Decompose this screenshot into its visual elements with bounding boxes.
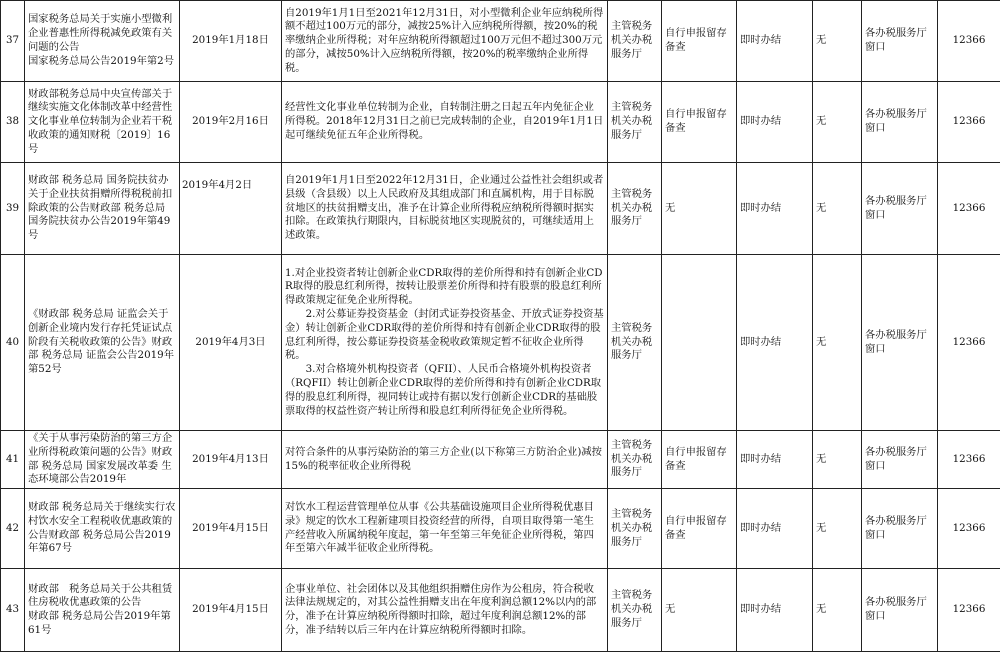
policy-document: 财政部 税务总局关于继续实行农村饮水安全工程税收优惠政策的公告财政部 税务总局公告2019年第67号 — [25, 489, 180, 569]
policy-content: 企事业单位、社会团体以及其他组织捐赠住房作为公租房，符合税收法律法规规定的，对其公益性捐赠支出在年度利润总额12%以内的部分，准予在计算应纳税所得额时扣除，超过年度利润总额12%的部分，准予结转以后三年内在计算应纳税所得额时扣除。 — [282, 569, 608, 652]
handling-timing: 即时办结 — [737, 255, 813, 431]
fee: 无 — [813, 1, 862, 82]
policy-content: 自2019年1月1日至2021年12月31日，对小型微利企业年应纳税所得额不超过100万元的部分，减按25%计入应纳税所得额，按20%的税率缴纳企业所得税；对年应纳税所得额超过100万元但不超过300万元的部分，减按50%计入应纳税所得额，按20%的税率缴纳企业所得税。 — [282, 1, 608, 82]
row-number: 38 — [1, 82, 25, 163]
policy-content: 对饮水工程运营管理单位从事《公共基础设施项目企业所得税优惠目录》规定的饮水工程新建项目投资经营的所得，自项目取得第一笔生产经营收入所属纳税年度起，第一年至第三年免征企业所得税，第四年至第六年减半征收企业所得税。 — [282, 489, 608, 569]
contact-phone: 12366 — [938, 489, 1000, 569]
issue-date: 2019年4月13日 — [180, 431, 282, 489]
issue-date: 2019年4月15日 — [180, 569, 282, 652]
fee: 无 — [813, 255, 862, 431]
table-row — [1, 163, 1000, 255]
policy-document: 财政部 税务总局 国务院扶贫办关于企业扶贫捐赠所得税税前扣除政策的公告财政部 税务总局 国务院扶贫办公告2019年第49号 — [25, 163, 180, 255]
handling-department: 主管税务机关办税服务厅 — [608, 163, 662, 255]
issue-date: 2019年2月16日 — [180, 82, 282, 163]
handling-method — [662, 255, 737, 431]
handling-method: 无 — [662, 163, 737, 255]
handling-location: 各办税服务厅窗口 — [862, 489, 938, 569]
handling-location: 各办税服务厅窗口 — [862, 1, 938, 82]
policy-content: 自2019年1月1日至2022年12月31日，企业通过公益性社会组织或者县级（含县级）以上人民政府及其组成部门和直属机构，用于目标脱贫地区的扶贫捐赠支出，准予在计算企业所得税应纳税所得额时据实扣除。在政策执行期限内，目标脱贫地区实现脱贫的，可继续适用上述政策。 — [282, 163, 608, 255]
fee: 无 — [813, 82, 862, 163]
handling-timing: 即时办结 — [737, 431, 813, 489]
handling-department: 主管税务机关办税服务厅 — [608, 431, 662, 489]
policy-document: 《关于从事污染防治的第三方企业所得税政策问题的公告》财政部 税务总局 国家发展改革委 生态环境部公告2019年 — [25, 431, 180, 489]
policy-content: 对符合条件的从事污染防治的第三方企业(以下称第三方防治企业)减按15%的税率征收企业所得税 — [282, 431, 608, 489]
row-number: 39 — [1, 163, 25, 255]
handling-location: 各办税服务厅窗口 — [862, 431, 938, 489]
table-row — [1, 1, 1000, 82]
handling-method: 自行申报留存备查 — [662, 489, 737, 569]
fee: 无 — [813, 489, 862, 569]
handling-location: 各办税服务厅窗口 — [862, 255, 938, 431]
handling-location: 各办税服务厅窗口 — [862, 569, 938, 652]
row-number: 42 — [1, 489, 25, 569]
row-number: 41 — [1, 431, 25, 489]
handling-department: 主管税务机关办税服务厅 — [608, 255, 662, 431]
contact-phone: 12366 — [938, 1, 1000, 82]
handling-timing: 即时办结 — [737, 569, 813, 652]
contact-phone: 12366 — [938, 163, 1000, 255]
contact-phone: 12366 — [938, 255, 1000, 431]
handling-timing: 即时办结 — [737, 163, 813, 255]
table-row — [1, 431, 1000, 489]
handling-timing: 即时办结 — [737, 82, 813, 163]
table-row — [1, 82, 1000, 163]
handling-method: 自行申报留存备查 — [662, 82, 737, 163]
handling-department: 主管税务机关办税服务厅 — [608, 489, 662, 569]
policy-document: 国家税务总局关于实施小型微利企业普惠性所得税减免政策有关问题的公告 国家税务总局公告2019年第2号 — [25, 1, 180, 82]
fee: 无 — [813, 569, 862, 652]
policy-document: 财政部税务总局中央宣传部关于继续实施文化体制改革中经营性文化事业单位转制为企业若干税收政策的通知财税〔2019〕16号 — [25, 82, 180, 163]
handling-location: 各办税服务厅窗口 — [862, 82, 938, 163]
row-number: 40 — [1, 255, 25, 431]
table-row — [1, 489, 1000, 569]
row-number: 37 — [1, 1, 25, 82]
table-row — [1, 255, 1000, 431]
policy-content: 经营性文化事业单位转制为企业，自转制注册之日起五年内免征企业所得税。2018年12月31日之前已完成转制的企业，自2019年1月1日起可继续免征五年企业所得税。 — [282, 82, 608, 163]
fee: 无 — [813, 431, 862, 489]
handling-department: 主管税务机关办税服务厅 — [608, 82, 662, 163]
issue-date: 2019年4月2日 — [180, 163, 282, 255]
handling-location: 各办税服务厅窗口 — [862, 163, 938, 255]
issue-date: 2019年4月3日 — [180, 255, 282, 431]
row-number: 43 — [1, 569, 25, 652]
handling-timing: 即时办结 — [737, 1, 813, 82]
table-row — [1, 569, 1000, 652]
policy-document: 《财政部 税务总局 证监会关于创新企业境内发行存托凭证试点阶段有关税收政策的公告》财政部 税务总局 证监会公告2019年第52号 — [25, 255, 180, 431]
issue-date: 2019年4月15日 — [180, 489, 282, 569]
contact-phone: 12366 — [938, 569, 1000, 652]
handling-method: 自行申报留存备查 — [662, 1, 737, 82]
handling-department: 主管税务机关办税服务厅 — [608, 1, 662, 82]
contact-phone: 12366 — [938, 82, 1000, 163]
handling-method: 自行申报留存备查 — [662, 431, 737, 489]
policy-document: 财政部 税务总局关于公共租赁住房税收优惠政策的公告 财政部 税务总局公告2019年第61号 — [25, 569, 180, 652]
policy-content: 1.对企业投资者转让创新企业CDR取得的差价所得和持有创新企业CDR取得的股息红利所得，按转让股票差价所得和持有股票的股息红利所得政策规定征免企业所得税。 2.对公募证券投资基金（封闭式证券投资基金、开放式证券投资基金）转让创新企业CDR取得的差价所得和持有创新企业CDR取得的股息红利所得，按公募证券投资基金税收政策规定暂不征收企业所得税。 3.对合格境外机构投资者（QFII）、人民币合格境外机构投资者（RQFII）转让创新企业CDR取得的差价所得和持有创新企业CDR取得的股息红利所得，视同转让或持有据以发行创新企业CDR的基础股票取得的权益性资产转让所得和股息红利所得征免企业所得税。 — [282, 255, 608, 431]
handling-department: 主管税务机关办税服务厅 — [608, 569, 662, 652]
issue-date: 2019年1月18日 — [180, 1, 282, 82]
contact-phone: 12366 — [938, 431, 1000, 489]
fee: 无 — [813, 163, 862, 255]
handling-method: 无 — [662, 569, 737, 652]
handling-timing: 即时办结 — [737, 489, 813, 569]
